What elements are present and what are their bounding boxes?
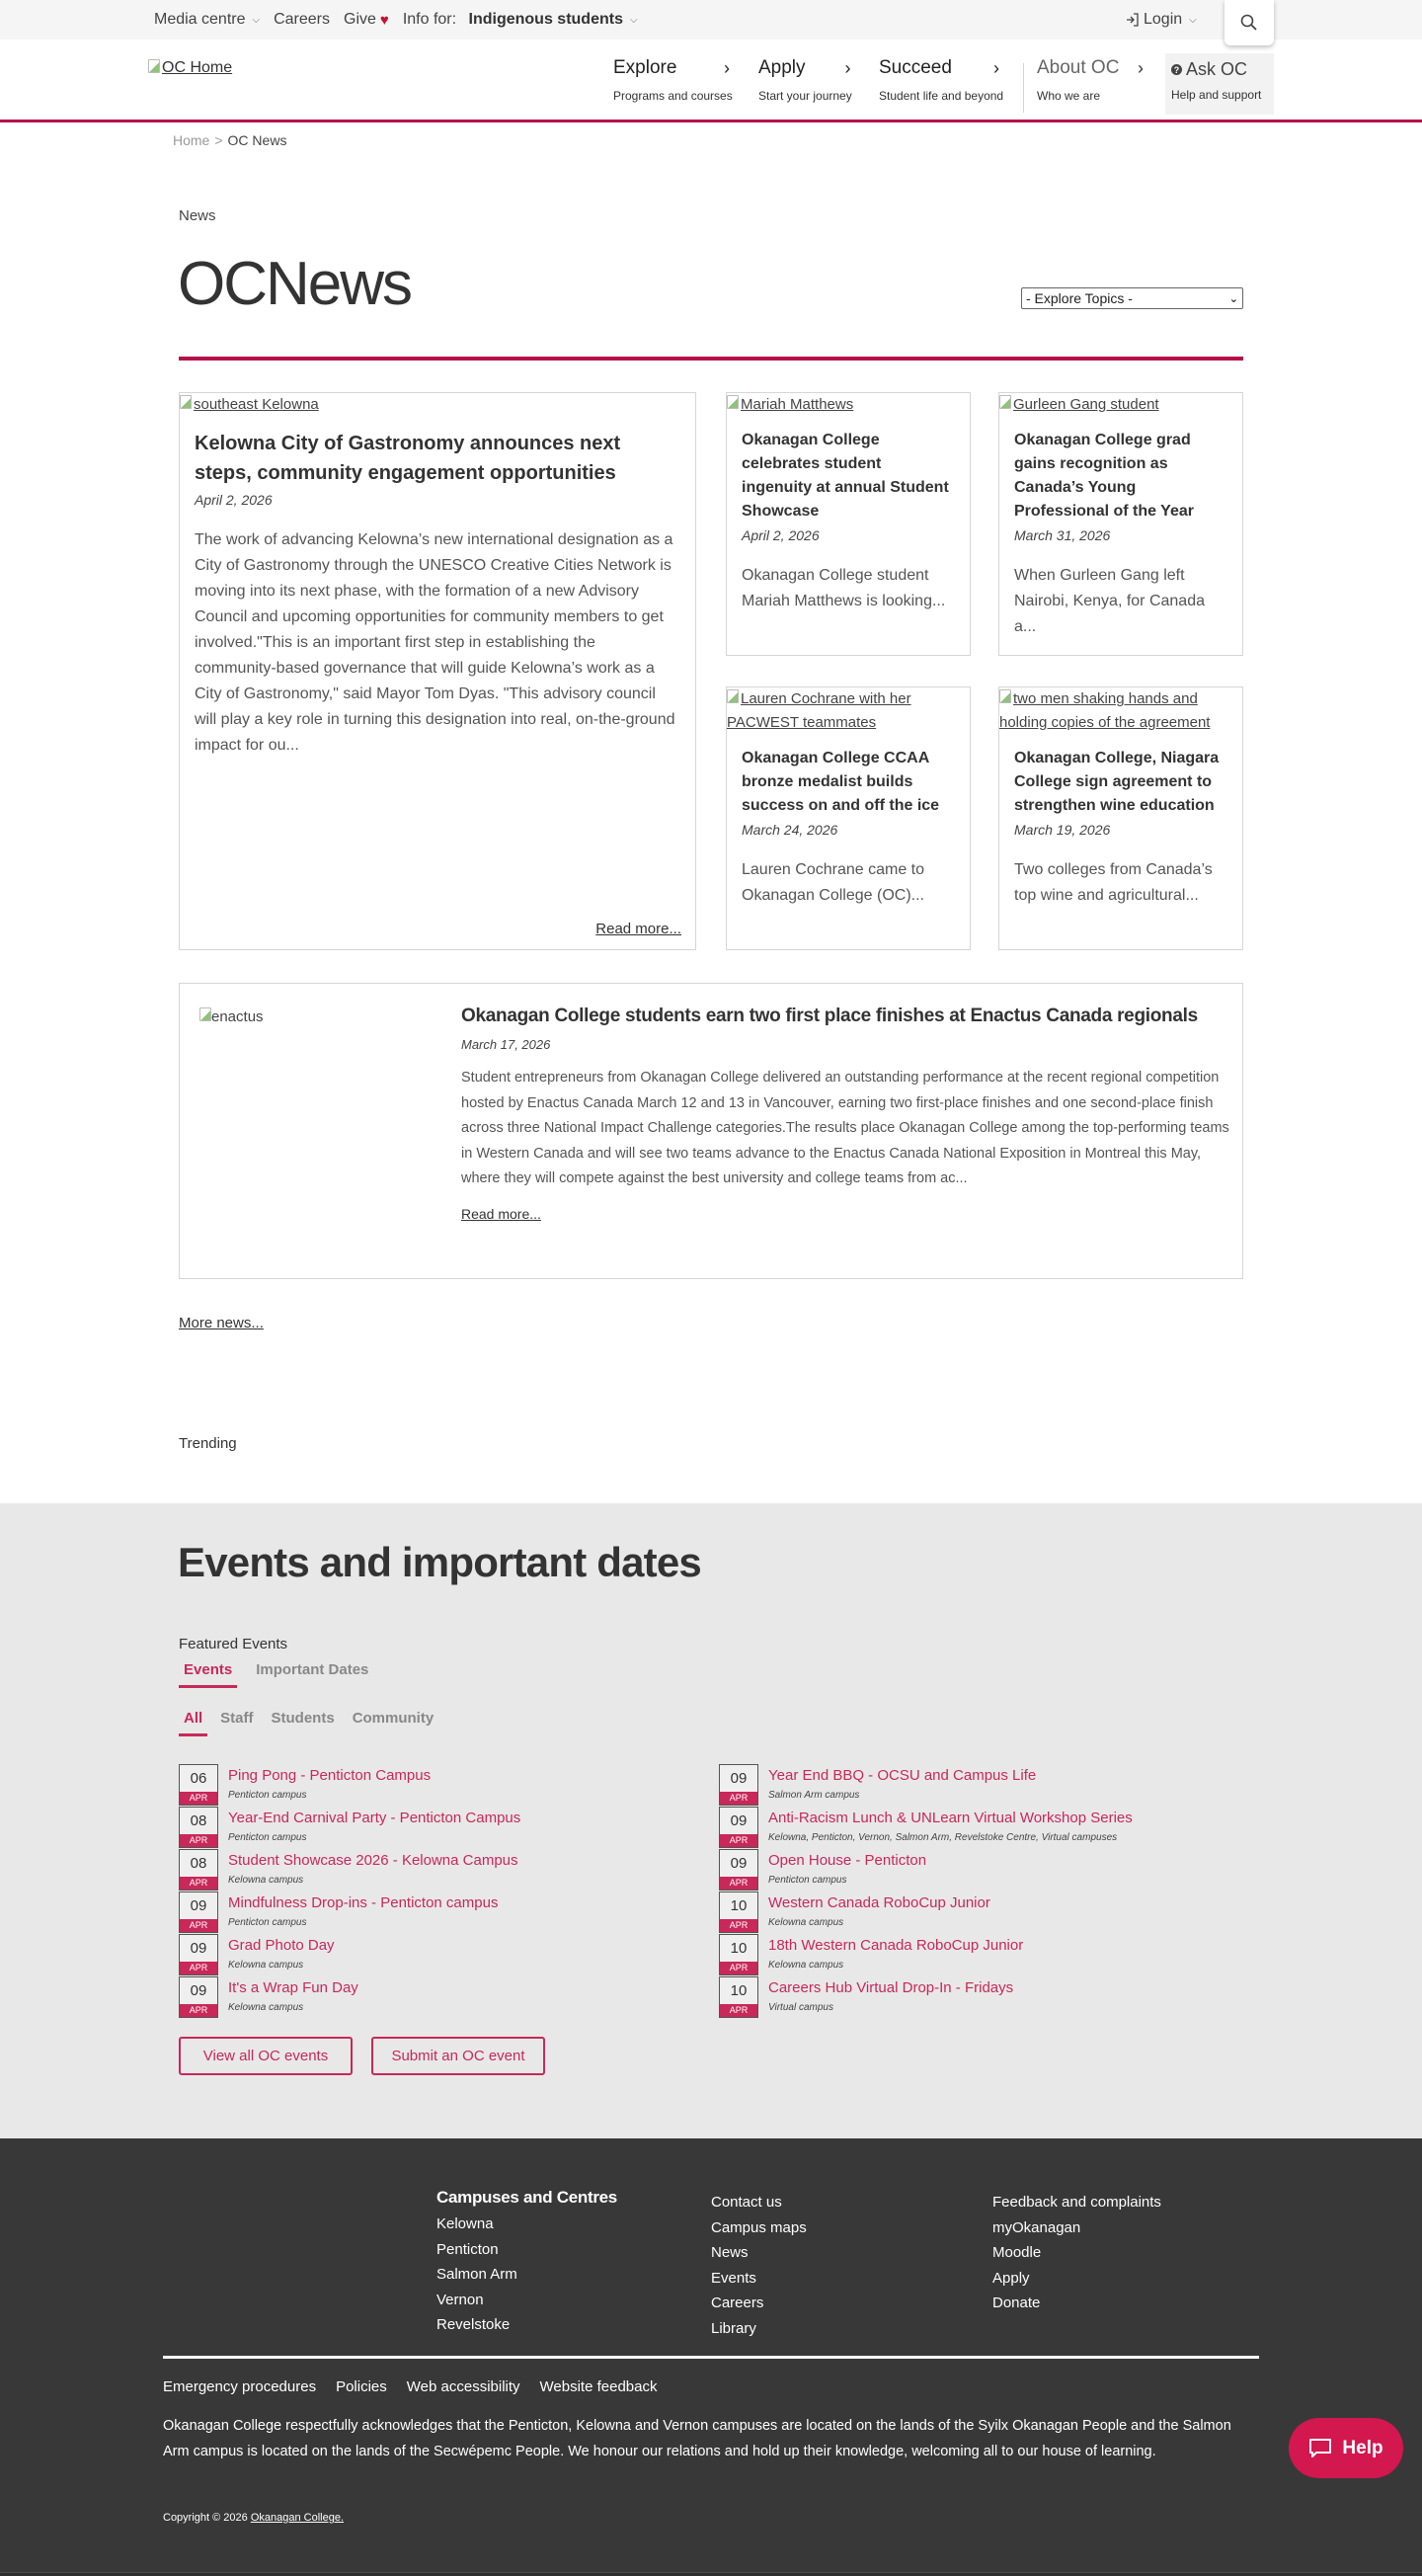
event-day: 09 [190, 1940, 207, 1957]
footer-link-salmon-arm[interactable]: Salmon Arm [436, 2266, 517, 2283]
events-list-left [179, 1764, 712, 2019]
feature-excerpt: The work of advancing Kelowna’s new international designation as a City of Gastronomy through the UNESCO Creative Cities Network is moving into its next phase, with the formation of a new Advisory Council and upcoming opportunities for community members to get involved."This is an important first step in establishing the community-based governance that will guide Kelowna’s work as a City of Gastronomy," said Mayor Tom Dyas. "This advisory council will play a key role in turning this designation into real, on-the-ground impact for ou... [195, 531, 675, 754]
event-item [719, 1976, 1252, 2019]
event-location: Kelowna, Penticton, Vernon, Salmon Arm, Revelstoke Centre, Virtual campuses [768, 1832, 1118, 1843]
date-badge [719, 1764, 758, 1806]
event-link[interactable]: Careers Hub Virtual Drop-In - Fridays [768, 1979, 1014, 1996]
broken-image-icon [999, 395, 1011, 409]
card-date: March 19, 2026 [1014, 822, 1111, 838]
event-day: 09 [730, 1855, 748, 1872]
footer-link-apply[interactable]: Apply [992, 2269, 1030, 2287]
feature-title[interactable]: Kelowna City of Gastronomy announces next steps, community engagement opportunities [195, 433, 621, 484]
policies-link[interactable]: Policies [336, 2378, 387, 2395]
submit-event-button[interactable]: Submit an OC event [371, 2037, 545, 2075]
image-alt-text: Gurleen Gang student [1013, 396, 1159, 413]
card-excerpt: Two colleges from Canada’s top wine and agricultural... [1014, 861, 1213, 904]
event-month: APR [720, 1919, 757, 1932]
nav-apply[interactable] [758, 57, 852, 103]
footer-bottom-links [163, 2378, 658, 2395]
event-month: APR [720, 2004, 757, 2017]
web-accessibility-link[interactable]: Web accessibility [406, 2378, 520, 2395]
event-location: Kelowna campus [768, 1960, 844, 1971]
event-link[interactable]: Year-End Carnival Party - Penticton Campus [228, 1810, 521, 1826]
event-month: APR [180, 1962, 217, 1974]
event-item [719, 1764, 1252, 1807]
event-day: 09 [190, 1982, 207, 1999]
event-day: 09 [190, 1897, 207, 1914]
ask-oc-button[interactable] [1165, 53, 1274, 115]
footer-link-revelstoke[interactable]: Revelstoke [436, 2316, 511, 2333]
filter-community[interactable]: Community [352, 1710, 434, 1727]
card-title[interactable]: Okanagan College, Niagara College sign agreement to strengthen wine education [1014, 750, 1220, 814]
logo-alt-text: OC Home [162, 59, 233, 76]
event-month: APR [180, 2004, 217, 2017]
footer-link-careers[interactable]: Careers [711, 2294, 764, 2311]
card-image-link[interactable] [999, 687, 1242, 735]
feature-news-card [179, 392, 696, 950]
trending-label: Trending [179, 1435, 237, 1452]
card-image-link[interactable] [727, 393, 970, 417]
event-link[interactable]: Student Showcase 2026 - Kelowna Campus [228, 1852, 518, 1869]
page-title: OCNews [178, 250, 412, 318]
wide-date: March 17, 2026 [461, 1037, 551, 1052]
event-link[interactable]: Open House - Penticton [768, 1852, 927, 1869]
card-date: March 31, 2026 [1014, 527, 1111, 543]
help-chat-button[interactable] [1289, 2418, 1403, 2478]
event-location: Virtual campus [768, 2002, 833, 2013]
broken-image-icon [727, 395, 739, 409]
event-link[interactable]: Ping Pong - Penticton Campus [228, 1767, 432, 1784]
broken-image-icon [148, 59, 160, 73]
broken-image-icon [999, 689, 1011, 703]
date-badge [719, 1892, 758, 1933]
question-circle-icon: ? [1171, 64, 1182, 75]
breadcrumb-home[interactable]: Home [173, 132, 210, 148]
date-badge [719, 1976, 758, 2018]
more-news-link[interactable]: More news... [179, 1315, 264, 1331]
read-more-link[interactable]: Read more... [595, 921, 681, 937]
nav-title: Succeed [879, 57, 952, 78]
events-filter-tabs [179, 1708, 438, 1736]
news-card [998, 686, 1243, 950]
event-day: 09 [730, 1812, 748, 1829]
date-badge [179, 1976, 218, 2018]
filter-staff[interactable]: Staff [220, 1710, 254, 1727]
card-image-link[interactable] [999, 393, 1242, 417]
date-badge [179, 1892, 218, 1933]
website-feedback-link[interactable]: Website feedback [539, 2378, 658, 2395]
help-label: Help [1342, 2437, 1383, 2458]
nav-title: Explore [613, 57, 677, 78]
event-day: 08 [190, 1855, 207, 1872]
event-link[interactable]: Western Canada RoboCup Junior [768, 1894, 990, 1911]
media-centre-menu[interactable] [154, 11, 260, 29]
event-location: Penticton campus [768, 1875, 847, 1886]
wide-image[interactable] [199, 1007, 264, 1025]
tab-events[interactable]: Events [179, 1659, 237, 1688]
event-month: APR [180, 1834, 217, 1847]
event-link[interactable]: Grad Photo Day [228, 1937, 335, 1954]
event-location: Kelowna campus [768, 1917, 844, 1928]
image-alt-text: southeast Kelowna [194, 396, 319, 413]
wide-excerpt: Student entrepreneurs from Okanagan College delivered an outstanding performance at the recent regional competition hosted by Enactus Canada March 12 and 13 in Vancouver, earning two first-place finishes and one second-place finish across three National Impact Challenge categories.The results place Okanagan College among the top-performing teams in Western Canada and will see two teams advance to the Enactus Canada National Exposition in Montreal this May, where they will compete against the best university and college teams from ac... [461, 1070, 1229, 1186]
ask-oc-title: Ask OC [1186, 59, 1248, 79]
wide-news-card [179, 983, 1243, 1279]
card-excerpt: Lauren Cochrane came to Okanagan College (OC)... [742, 861, 924, 904]
event-day: 10 [730, 1897, 748, 1914]
event-month: APR [180, 1792, 217, 1805]
event-day: 10 [730, 1940, 748, 1957]
chevron-down-icon: ⌵ [1189, 14, 1197, 26]
careers-link[interactable]: Careers [274, 11, 330, 28]
news-card [998, 392, 1243, 656]
footer-link-penticton[interactable]: Penticton [436, 2240, 499, 2258]
news-card [726, 392, 971, 656]
main-nav [0, 40, 1422, 122]
chevron-right-icon: › [844, 57, 851, 78]
chevron-right-icon: › [993, 57, 999, 78]
footer-link-news[interactable]: News [711, 2244, 749, 2261]
filter-students[interactable]: Students [271, 1710, 335, 1727]
login-icon [1126, 13, 1140, 27]
copyright-text: Copyright © 2026 [163, 2512, 248, 2524]
date-badge [179, 1764, 218, 1806]
nav-subtitle: Student life and beyond [879, 89, 1004, 103]
card-title[interactable]: Okanagan College celebrates student ingenuity at annual Student Showcase [742, 432, 949, 520]
card-title[interactable]: Okanagan College CCAA bronze medalist builds success on and off the ice [742, 750, 940, 814]
card-date: March 24, 2026 [742, 822, 838, 838]
events-list-right [719, 1764, 1252, 2019]
footer-heading: Campuses and Centres [436, 2188, 617, 2207]
feature-date: April 2, 2026 [195, 492, 273, 508]
land-acknowledgement: Okanagan College respectfully acknowledges that the Penticton, Kelowna and Vernon campuses are located on the lands of the Syilx Okanagan People and the Salmon Arm campus is located on the lands of the Secwépemc People. We honour our relations and hold up their knowledge, welcoming all to our house of learning. [163, 2418, 1231, 2459]
news-card [726, 686, 971, 950]
event-location: Salmon Arm campus [768, 1790, 860, 1801]
footer-link-donate[interactable]: Donate [992, 2294, 1041, 2311]
footer-link-moodle[interactable]: Moodle [992, 2244, 1042, 2261]
filter-all[interactable]: All [179, 1708, 207, 1736]
event-item [719, 1892, 1252, 1934]
copyright [163, 2512, 344, 2524]
select-value: - Explore Topics - [1026, 290, 1133, 306]
date-badge [719, 1934, 758, 1975]
nav-title: About OC [1037, 57, 1120, 78]
event-location: Penticton campus [228, 1832, 307, 1843]
oc-home-logo[interactable] [148, 59, 232, 77]
info-for-menu[interactable] [403, 11, 638, 29]
event-item [179, 1934, 712, 1976]
tab-important-dates[interactable]: Important Dates [256, 1661, 369, 1678]
title-rule [179, 357, 1243, 361]
date-badge [719, 1849, 758, 1891]
view-all-events-button[interactable]: View all OC events [179, 2037, 353, 2075]
broken-image-icon [180, 395, 192, 409]
footer-divider [163, 2356, 1259, 2359]
breadcrumb-separator: > [214, 132, 223, 148]
event-month: APR [180, 1919, 217, 1932]
chevron-down-icon: ⌵ [629, 14, 638, 26]
footer-link-vernon[interactable]: Vernon [436, 2291, 484, 2308]
event-item [179, 1764, 712, 1807]
card-excerpt: When Gurleen Gang left Nairobi, Kenya, for Canada a... [1014, 567, 1205, 635]
event-day: 10 [730, 1982, 748, 1999]
event-day: 06 [190, 1770, 207, 1787]
login-label: Login [1144, 11, 1183, 28]
chevron-right-icon: › [1138, 57, 1144, 78]
chevron-right-icon: › [724, 57, 730, 78]
footer-bottom-bar [0, 2572, 1422, 2576]
date-badge [179, 1934, 218, 1975]
event-item [179, 1892, 712, 1934]
search-button[interactable] [1224, 0, 1274, 45]
footer-link-kelowna[interactable]: Kelowna [436, 2215, 494, 2232]
event-location: Penticton campus [228, 1790, 307, 1801]
event-link[interactable]: 18th Western Canada RoboCup Junior [768, 1937, 1024, 1954]
event-link[interactable]: Year End BBQ - OCSU and Campus Life [768, 1767, 1037, 1784]
nav-succeed[interactable] [879, 57, 1004, 103]
ask-oc-subtitle: Help and support [1171, 88, 1262, 102]
search-icon [1240, 14, 1258, 32]
breadcrumb [173, 132, 286, 148]
nav-subtitle: Who we are [1037, 89, 1101, 103]
event-item [179, 1807, 712, 1849]
heart-icon: ♥ [379, 11, 389, 29]
event-month: APR [720, 1962, 757, 1974]
event-day: 09 [730, 1770, 748, 1787]
image-alt-text: Mariah Matthews [741, 396, 854, 413]
event-location: Kelowna campus [228, 1960, 304, 1971]
event-month: APR [720, 1834, 757, 1847]
event-month: APR [180, 1877, 217, 1890]
wide-title[interactable]: Okanagan College students earn two first place finishes at Enactus Canada regionals [461, 1006, 1198, 1026]
footer-link-campus-maps[interactable]: Campus maps [711, 2218, 807, 2236]
card-date: April 2, 2026 [742, 527, 820, 543]
give-link[interactable] [344, 11, 389, 29]
nav-subtitle: Programs and courses [613, 89, 733, 103]
events-tabs [179, 1659, 373, 1688]
give-label: Give [344, 11, 376, 28]
event-location: Penticton campus [228, 1917, 307, 1928]
nav-about[interactable] [1037, 57, 1144, 103]
card-excerpt: Okanagan College student Mariah Matthews is looking... [742, 567, 946, 609]
event-month: APR [720, 1792, 757, 1805]
info-for-value: Indigenous students [468, 11, 623, 28]
breadcrumb-current: OC News [227, 132, 287, 148]
footer-campuses [436, 2188, 617, 2338]
chevron-down-icon: ⌵ [252, 14, 261, 26]
events-heading: Events and important dates [178, 1539, 701, 1585]
chevron-down-icon: ⌄ [1228, 292, 1238, 305]
nav-subtitle: Start your journey [758, 89, 852, 103]
date-badge [179, 1807, 218, 1848]
footer-link-myokanagan[interactable]: myOkanagan [992, 2218, 1081, 2236]
image-alt-text: Lauren Cochrane with her PACWEST teammates [727, 690, 911, 731]
okanagan-college-link[interactable]: Okanagan College. [250, 2512, 345, 2524]
card-image-link[interactable] [727, 687, 970, 735]
footer-link-contact[interactable]: Contact us [711, 2194, 782, 2211]
date-badge [179, 1849, 218, 1891]
event-link[interactable]: Anti-Racism Lunch & UNLearn Virtual Workshop Series [768, 1810, 1133, 1826]
event-link[interactable]: It's a Wrap Fun Day [228, 1979, 358, 1996]
nav-divider [1023, 63, 1024, 113]
event-day: 08 [190, 1812, 207, 1829]
event-link[interactable]: Mindfulness Drop-ins - Penticton campus [228, 1894, 499, 1911]
read-more-link[interactable]: Read more... [461, 1205, 541, 1222]
card-title[interactable]: Okanagan College grad gains recognition as Canada’s Young Professional of the Year [1014, 432, 1194, 520]
nav-title: Apply [758, 57, 806, 78]
event-month: APR [720, 1877, 757, 1890]
featured-events-label: Featured Events [179, 1636, 288, 1652]
event-item [179, 1976, 712, 2019]
footer-link-feedback[interactable]: Feedback and complaints [992, 2194, 1161, 2211]
footer-col2 [711, 2190, 807, 2341]
login-menu[interactable] [1126, 0, 1197, 40]
event-location: Kelowna campus [228, 2002, 304, 2013]
chat-bubble-icon [1308, 2438, 1332, 2459]
event-location: Kelowna campus [228, 1875, 304, 1886]
image-alt-text: enactus [211, 1008, 264, 1025]
footer-link-events[interactable]: Events [711, 2269, 756, 2287]
events-section [0, 1503, 1422, 2138]
nav-explore[interactable] [613, 57, 733, 103]
broken-image-icon [727, 689, 739, 703]
event-item [179, 1849, 712, 1892]
footer-link-library[interactable]: Library [711, 2319, 756, 2337]
emergency-procedures-link[interactable]: Emergency procedures [163, 2378, 317, 2395]
date-badge [719, 1807, 758, 1848]
event-item [719, 1849, 1252, 1892]
footer-col3 [992, 2190, 1161, 2316]
image-alt-text: two men shaking hands and holding copies of the agreement [999, 690, 1211, 731]
section-label: News [179, 207, 216, 224]
utility-bar [0, 0, 1422, 40]
info-for-label: Info for: [402, 11, 457, 28]
broken-image-icon [199, 1007, 211, 1021]
media-centre-label: Media centre [154, 11, 246, 28]
feature-image-link[interactable] [180, 393, 695, 417]
event-item [719, 1807, 1252, 1849]
explore-topics-select[interactable] [1021, 287, 1243, 309]
event-item [719, 1934, 1252, 1976]
footer [0, 2138, 1422, 2576]
